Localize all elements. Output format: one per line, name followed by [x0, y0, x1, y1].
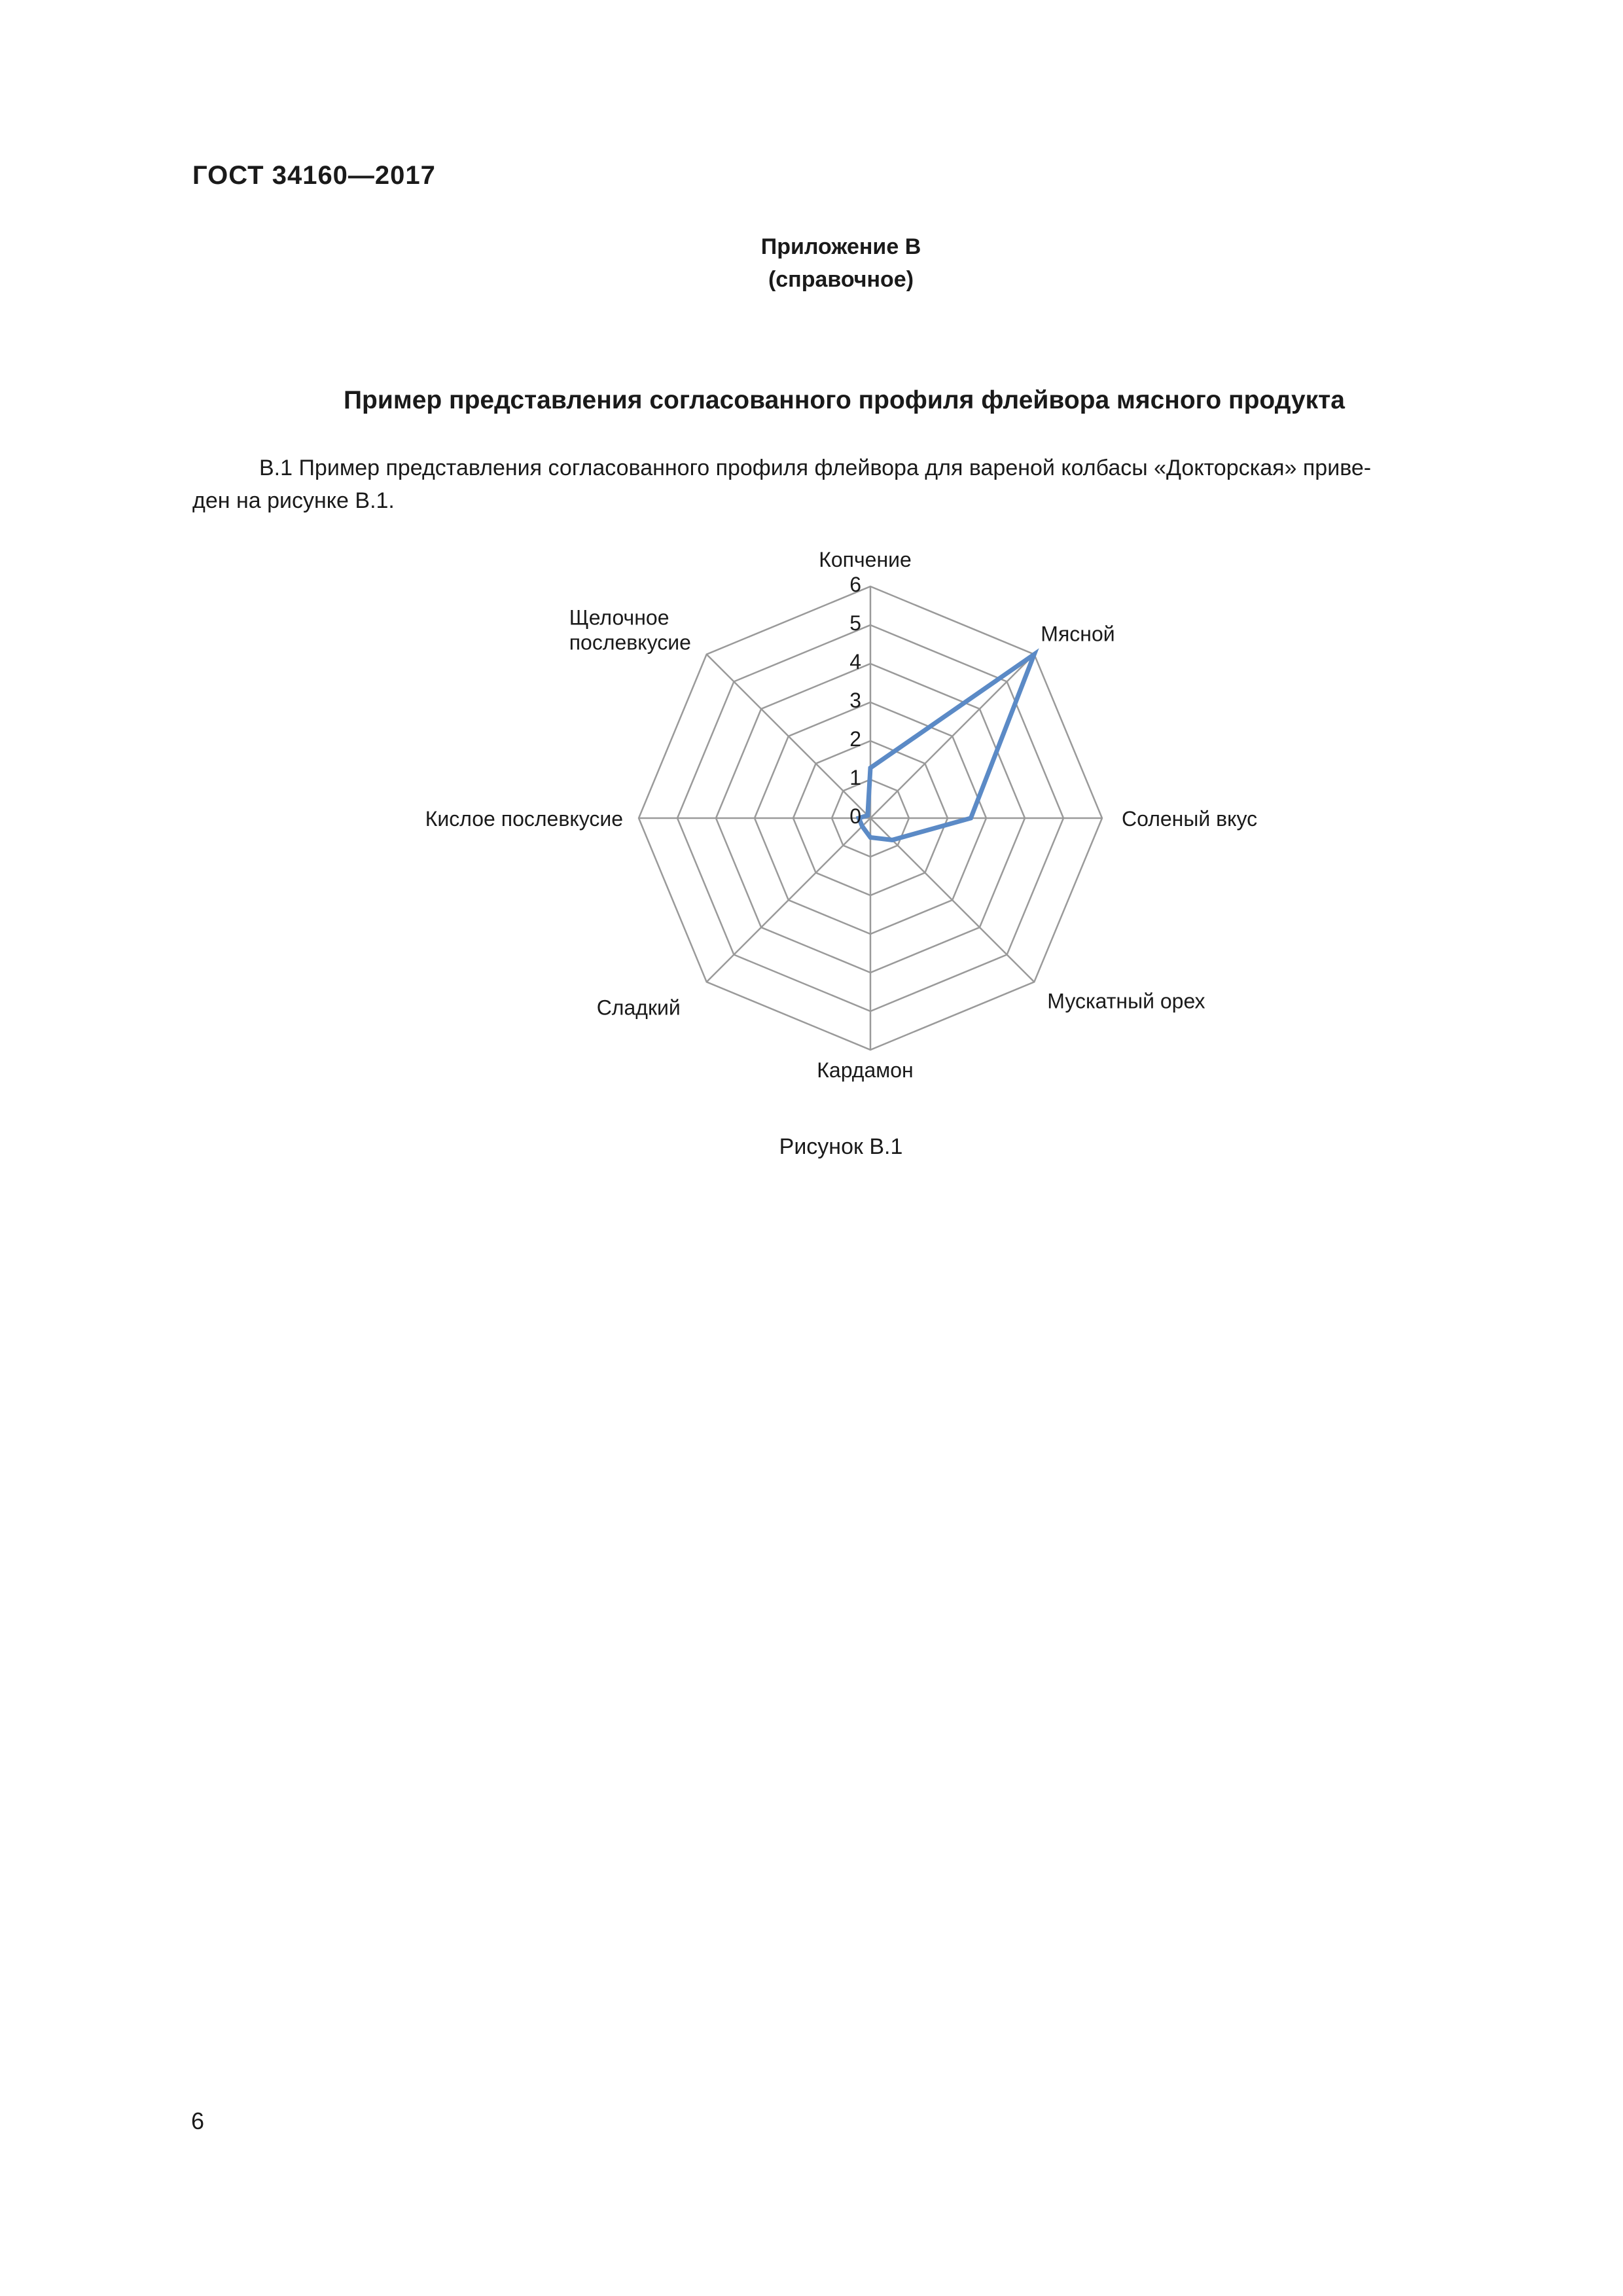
axis-spoke [870, 818, 1034, 982]
scale-tick-label: 5 [849, 611, 861, 635]
axis-label: Мускатный орех [1047, 989, 1205, 1013]
radar-chart [366, 537, 1296, 1100]
scale-tick-label: 1 [849, 766, 861, 789]
axis-spoke [707, 818, 870, 982]
scale-tick-label: 4 [849, 650, 861, 673]
axis-label: Кардамон [817, 1058, 914, 1082]
section-title: Пример представления согласованного профиля флейвора мясного продукта [344, 386, 1345, 414]
scale-tick-label: 3 [849, 689, 861, 712]
axis-label: Щелочное [569, 605, 669, 630]
scale-tick-label: 0 [849, 804, 861, 828]
axis-label: Сладкий [596, 996, 681, 1020]
axis-label: Копчение [819, 548, 912, 571]
paragraph-line-2: ден на рисунке В.1. [192, 488, 395, 513]
axis-label: Кислое послевкусие [425, 807, 623, 831]
axis-label: послевкусие [569, 630, 691, 655]
scale-tick-label: 2 [849, 727, 861, 751]
page-number: 6 [191, 2108, 205, 2134]
appendix-type: (справочное) [768, 267, 914, 292]
figure-b1 [366, 537, 1296, 1100]
axis-label: Мясной [1041, 622, 1115, 646]
axis-label: Соленый вкус [1122, 807, 1258, 831]
paragraph-line-1-text: В.1 Пример представления согласованного профиля флейвора для вареной колбасы «Докторская» приве- [259, 456, 1372, 480]
scale-tick-label: 6 [849, 573, 861, 596]
paragraph-line-1 [192, 452, 1501, 484]
axis-spoke [870, 655, 1034, 818]
document-code: ГОСТ 34160—2017 [192, 161, 436, 190]
appendix-title: Приложение В [760, 234, 921, 259]
figure-caption: Рисунок В.1 [779, 1134, 903, 1159]
paragraph-b1 [192, 452, 1501, 517]
axis-spoke [707, 655, 870, 818]
